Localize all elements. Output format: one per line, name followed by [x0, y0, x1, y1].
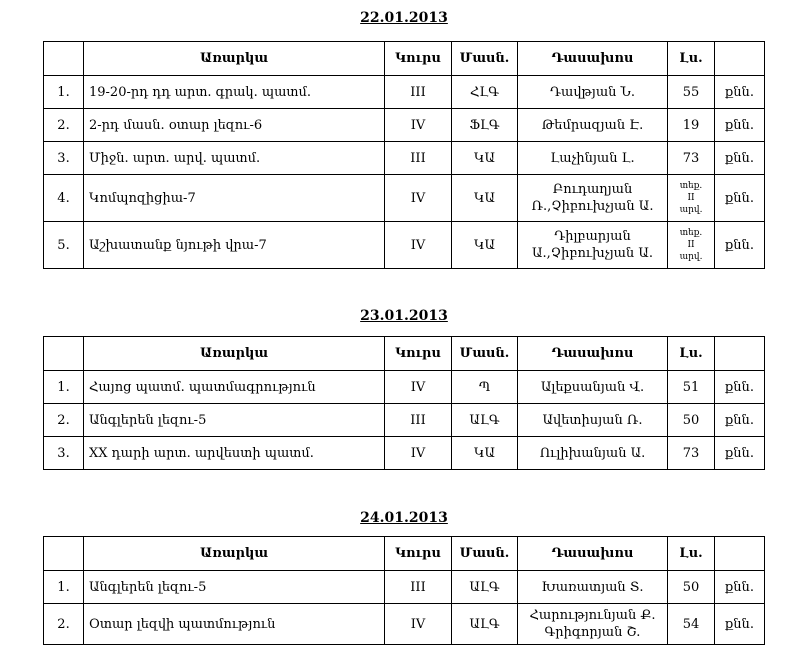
row-num: 2.	[44, 404, 84, 437]
row-num: 2.	[44, 109, 84, 142]
header-lecturer: Դասախոս	[518, 537, 668, 571]
date-heading: 24.01.2013	[360, 510, 448, 526]
lecturer-line: Հարությունյան Ք.	[529, 608, 656, 623]
row-hours: 50	[668, 404, 715, 437]
header-row	[44, 42, 765, 76]
schedule-table	[43, 336, 765, 470]
row-num: 1.	[44, 571, 84, 604]
lecturer-line: Ուլիխանյան Ա.	[539, 445, 646, 461]
header-num	[44, 42, 84, 76]
lecturer-line: Գրիգորյան Շ.	[544, 625, 641, 640]
schedule-table	[43, 536, 765, 645]
header-lecturer: Դասախոս	[518, 337, 668, 371]
table-row	[44, 222, 765, 269]
row-specialty: ՀԼԳ	[452, 76, 518, 109]
date-heading: 23.01.2013	[360, 308, 448, 324]
header-hours: Լս.	[668, 42, 715, 76]
row-lecturer	[518, 404, 668, 437]
row-specialty: Պ	[452, 371, 518, 404]
row-num: 1.	[44, 371, 84, 404]
row-hours: 73	[668, 437, 715, 470]
header-row	[44, 537, 765, 571]
hours-line: տեք.	[679, 181, 703, 191]
row-specialty: ԿԱ	[452, 437, 518, 470]
row-exam: քնն.	[715, 571, 765, 604]
row-num: 4.	[44, 175, 84, 222]
hours-line: II	[687, 240, 695, 250]
row-exam: քնն.	[715, 437, 765, 470]
row-specialty: ՖԼԳ	[452, 109, 518, 142]
row-exam: քնն.	[715, 109, 765, 142]
table-row	[44, 571, 765, 604]
hours-line: տեք.	[679, 228, 703, 238]
row-course: IV	[385, 109, 452, 142]
row-subject: Անգլերեն լեզու-5	[84, 404, 385, 437]
lecturer-line: Ալեքսանյան Վ.	[540, 379, 645, 395]
row-course: IV	[385, 175, 452, 222]
lecturer-line: Դավթյան Ն.	[549, 84, 635, 100]
header-hours: Լս.	[668, 337, 715, 371]
row-hours: 55	[668, 76, 715, 109]
row-specialty: ԱԼԳ	[452, 604, 518, 645]
header-num	[44, 537, 84, 571]
row-subject: Միջն. արտ. արվ. պատմ.	[84, 142, 385, 175]
hours-line: արվ.	[679, 205, 703, 215]
hours-line: II	[687, 193, 695, 203]
row-num: 3.	[44, 437, 84, 470]
row-specialty: ԿԱ	[452, 175, 518, 222]
row-course: IV	[385, 222, 452, 269]
row-subject: Օտար լեզվի պատմություն	[84, 604, 385, 645]
table-row	[44, 404, 765, 437]
lecturer-line: Ա.,Չիբուխչյան Ա.	[532, 246, 653, 261]
row-lecturer	[518, 371, 668, 404]
row-subject: Հայոց պատմ. պատմագրություն	[84, 371, 385, 404]
header-course: Կուրս	[385, 537, 452, 571]
date-heading: 22.01.2013	[360, 10, 448, 26]
row-hours: 54	[668, 604, 715, 645]
header-exam	[715, 42, 765, 76]
header-exam	[715, 537, 765, 571]
row-lecturer	[518, 175, 668, 222]
row-specialty: ԿԱ	[452, 222, 518, 269]
table-row	[44, 142, 765, 175]
header-subject: Առարկա	[84, 42, 385, 76]
row-lecturer	[518, 437, 668, 470]
row-specialty: ԱԼԳ	[452, 571, 518, 604]
row-num: 3.	[44, 142, 84, 175]
row-hours: 73	[668, 142, 715, 175]
row-lecturer	[518, 109, 668, 142]
lecturer-line: Դիլբարյան	[554, 229, 631, 244]
table-row	[44, 76, 765, 109]
header-subject: Առարկա	[84, 337, 385, 371]
header-exam	[715, 337, 765, 371]
row-exam: քնն.	[715, 371, 765, 404]
header-row	[44, 337, 765, 371]
schedule-table	[43, 41, 765, 269]
header-specialty: Մասն.	[452, 337, 518, 371]
row-num: 1.	[44, 76, 84, 109]
row-specialty: ԿԱ	[452, 142, 518, 175]
lecturer-line: Բուդաղյան	[552, 182, 633, 197]
header-course: Կուրս	[385, 337, 452, 371]
row-hours: 51	[668, 371, 715, 404]
lecturer-line: Լաչինյան Լ.	[550, 150, 635, 166]
table-row	[44, 604, 765, 645]
row-num: 5.	[44, 222, 84, 269]
header-specialty: Մասն.	[452, 537, 518, 571]
row-subject: 19-20-րդ դդ արտ. գրակ. պատմ.	[84, 76, 385, 109]
lecturer-line: Խառատյան Տ.	[541, 579, 644, 595]
row-subject: Կոմպոզիցիա-7	[84, 175, 385, 222]
row-hours	[668, 175, 715, 222]
row-exam: քնն.	[715, 76, 765, 109]
table-row	[44, 371, 765, 404]
row-subject: Աշխատանք նյութի վրա-7	[84, 222, 385, 269]
table-row	[44, 175, 765, 222]
header-num	[44, 337, 84, 371]
header-course: Կուրս	[385, 42, 452, 76]
row-hours	[668, 222, 715, 269]
row-subject: Անգլերեն լեզու-5	[84, 571, 385, 604]
lecturer-line: Թեմրազյան Է.	[541, 117, 644, 133]
row-subject: 2-րդ մասն. օտար լեզու-6	[84, 109, 385, 142]
header-specialty: Մասն.	[452, 42, 518, 76]
row-course: III	[385, 571, 452, 604]
hours-line: արվ.	[679, 252, 703, 262]
row-course: III	[385, 142, 452, 175]
row-num: 2.	[44, 604, 84, 645]
row-course: III	[385, 404, 452, 437]
row-lecturer	[518, 222, 668, 269]
row-course: III	[385, 76, 452, 109]
row-exam: քնն.	[715, 604, 765, 645]
row-subject: XX դարի արտ. արվեստի պատմ.	[84, 437, 385, 470]
header-lecturer: Դասախոս	[518, 42, 668, 76]
table-row	[44, 437, 765, 470]
row-lecturer	[518, 604, 668, 645]
row-lecturer	[518, 76, 668, 109]
header-subject: Առարկա	[84, 537, 385, 571]
row-exam: քնն.	[715, 175, 765, 222]
header-hours: Լս.	[668, 537, 715, 571]
row-hours: 19	[668, 109, 715, 142]
row-course: IV	[385, 371, 452, 404]
row-exam: քնն.	[715, 404, 765, 437]
table-row	[44, 109, 765, 142]
row-lecturer	[518, 142, 668, 175]
row-course: IV	[385, 604, 452, 645]
row-hours: 50	[668, 571, 715, 604]
row-course: IV	[385, 437, 452, 470]
row-exam: քնն.	[715, 142, 765, 175]
row-exam: քնն.	[715, 222, 765, 269]
lecturer-line: Ռ.,Չիբուխչյան Ա.	[531, 199, 654, 214]
row-specialty: ԱԼԳ	[452, 404, 518, 437]
row-lecturer	[518, 571, 668, 604]
lecturer-line: Ավետիսյան Ռ.	[542, 412, 643, 428]
